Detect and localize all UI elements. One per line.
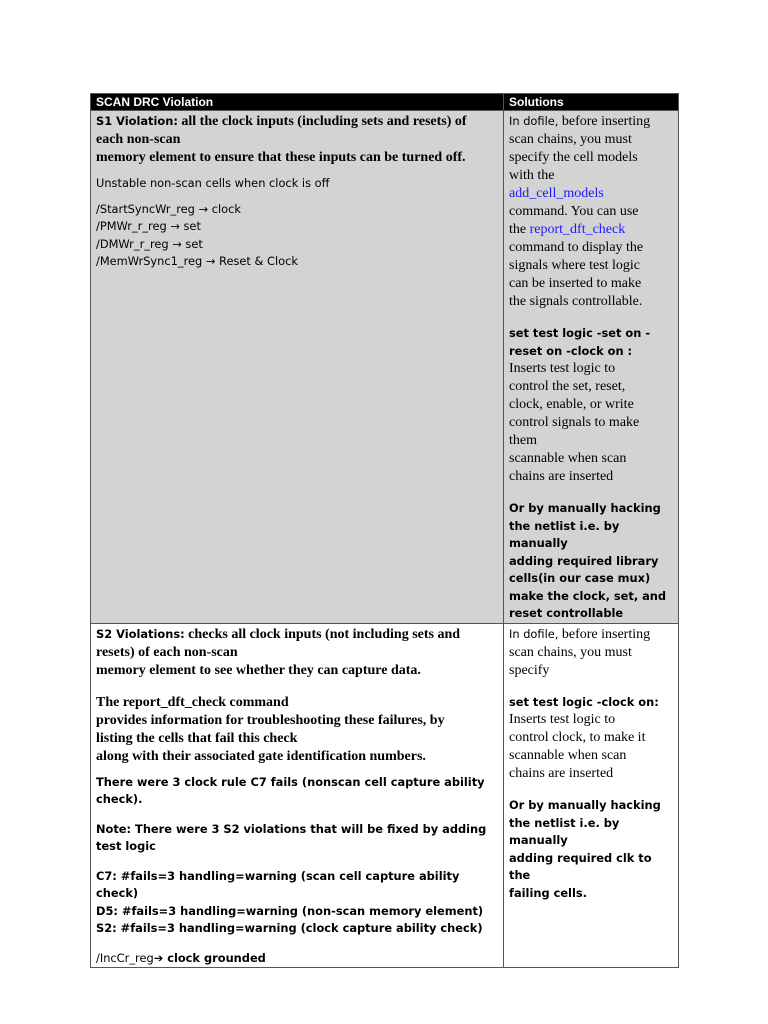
s2-sol-line: chains are inserted	[509, 766, 614, 781]
s1-sol-line: scannable when scan	[509, 451, 627, 466]
s1-sol-line: command to display the	[509, 240, 644, 255]
s2-report-line: along with their associated gate identification numbers.	[96, 748, 426, 764]
s2-report-line: provides information for troubleshooting these failures, by	[96, 712, 445, 728]
s2-solution-cell	[504, 623, 679, 968]
s1-sol-manual: make the clock, set, and	[509, 588, 667, 603]
s2-sol-manual: adding required clk to the	[509, 850, 652, 882]
s2-c7-fails: There were 3 clock rule C7 fails (nonscan cell capture ability check).	[96, 774, 485, 806]
s1-title	[96, 111, 498, 131]
s1-cell-list-item: /PMWr_r_reg → set	[96, 219, 201, 233]
s1-sol-manual: the netlist i.e. by manually	[509, 518, 620, 550]
s1-solution-cell	[504, 111, 679, 624]
s1-sol-line: scan chains, you must	[509, 132, 632, 147]
s2-sol-line: specify	[509, 662, 550, 678]
s1-unstable-text: Unstable non-scan cells when clock is off	[96, 176, 330, 190]
s1-sol-command: set test logic -set on -	[509, 326, 651, 340]
s1-cell-list-item: /MemWrSync1_reg → Reset & Clock	[96, 254, 298, 268]
s1-sol-the: the	[509, 222, 530, 237]
s2-note: Note: There were 3 S2 violations that will be fixed by adding test logic	[96, 821, 487, 853]
s1-sol-line: signals where test logic	[509, 258, 641, 273]
s1-cell-list-item: /DMWr_r_reg → set	[96, 236, 203, 251]
s2-grounded-line	[96, 950, 498, 968]
s1-sol-manual: reset controllable	[509, 606, 624, 620]
s1-sol-line: clock, enable, or write	[509, 397, 634, 412]
table-row-s1	[91, 111, 679, 624]
s1-sol-manual: Or by manually hacking	[509, 501, 661, 515]
s1-sol-line: them	[509, 433, 537, 448]
s1-sol-line: with the	[509, 168, 555, 183]
arrow-icon: ➔	[153, 950, 164, 965]
s2-sol-manual: Or by manually hacking	[509, 798, 661, 812]
s1-sol-line: the signals controllable.	[509, 294, 643, 309]
s2-sol-line: control clock, to make it	[509, 730, 646, 745]
s2-sol-manual: the netlist i.e. by manually	[509, 815, 620, 847]
s2-sol-command: set test logic -clock on:	[509, 694, 659, 709]
s1-title-line3: memory element to ensure that these inputs can be turned off.	[96, 150, 466, 165]
s1-sol-line: command. You can use	[509, 204, 639, 219]
s1-sol-manual: cells(in our case mux)	[509, 571, 651, 585]
s1-sol-p1-rest: before inserting	[558, 114, 651, 129]
s2-title-line1: checks all clock inputs (not including sets and	[184, 626, 461, 642]
header-violation: SCAN DRC Violation	[91, 94, 504, 111]
s2-violation-cell	[91, 623, 504, 968]
s1-sol-line: control the set, reset,	[509, 379, 626, 394]
s1-sol-line: chains are inserted	[509, 469, 614, 484]
s1-sol-line: specify the cell models	[509, 150, 638, 165]
s1-title-prefix: S1 Violation:	[96, 114, 178, 128]
s1-sol-line: control signals to make	[509, 415, 640, 430]
header-solutions: Solutions	[504, 94, 679, 111]
s2-grounded-rest: clock grounded	[163, 950, 266, 965]
s2-report-line: listing the cells that fail this check	[96, 730, 298, 746]
s2-rule-line: D5: #fails=3 handling=warning (non-scan memory element)	[96, 903, 484, 918]
s2-sol-line: scan chains, you must	[509, 644, 632, 660]
s1-sol-line: can be inserted to make	[509, 276, 642, 291]
s1-title-line2: each non-scan	[96, 132, 181, 147]
s2-title-line2: resets) of each non-scan	[96, 644, 238, 660]
s2-sol-dofile: In dofile,	[509, 626, 559, 641]
table-row-s2	[91, 623, 679, 968]
report-dft-check-link[interactable]: report_dft_check	[529, 222, 626, 237]
s2-report-line: The report_dft_check command	[96, 694, 289, 710]
s2-sol-p1-rest: before inserting	[558, 626, 651, 642]
s1-sol-dofile: In dofile,	[509, 114, 559, 128]
s2-title-line3: memory element to see whether they can capture data.	[96, 662, 421, 678]
s1-cell-list-item: /StartSyncWr_reg → clock	[96, 201, 241, 216]
s1-violation-cell	[91, 111, 504, 624]
s1-title-line1: all the clock inputs (including sets and resets) of	[177, 114, 467, 129]
s2-grounded-cell: /IncCr_reg	[96, 950, 154, 965]
s2-title-prefix: S2 Violations:	[96, 626, 185, 641]
s2-rule-line: C7: #fails=3 handling=warning (scan cell capture ability check)	[96, 868, 460, 900]
s1-sol-line: Inserts test logic to	[509, 361, 616, 376]
s2-rule-line: S2: #fails=3 handling=warning (clock capture ability check)	[96, 921, 483, 935]
s2-sol-manual: failing cells.	[509, 885, 587, 900]
s1-sol-manual: adding required library	[509, 553, 659, 568]
add-cell-models-link[interactable]: add_cell_models	[509, 186, 604, 201]
table-header-row	[91, 94, 679, 111]
s1-sol-command: reset on -clock on :	[509, 343, 633, 358]
s2-sol-line: Inserts test logic to	[509, 712, 616, 727]
s2-sol-line: scannable when scan	[509, 748, 627, 763]
drc-table	[90, 93, 679, 968]
